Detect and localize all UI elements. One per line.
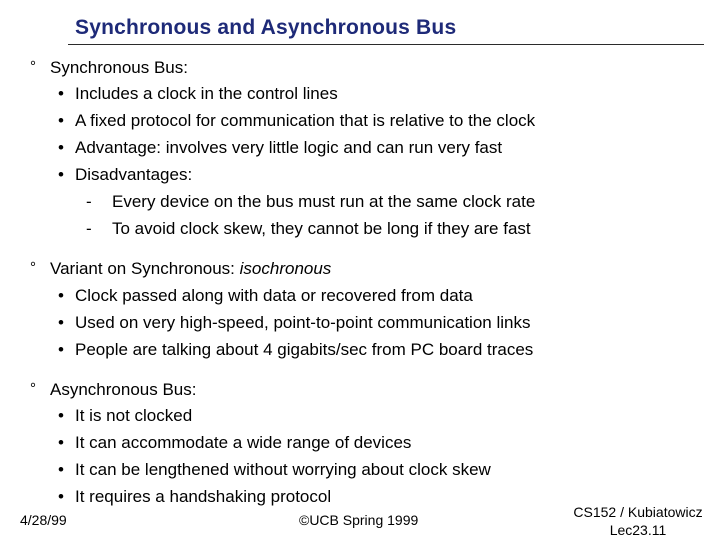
slide-title: Synchronous and Asynchronous Bus: [75, 16, 457, 39]
bullet-icon: •: [58, 340, 64, 359]
list-item: It can accommodate a wide range of devices: [75, 433, 412, 452]
degree-marker: °: [30, 58, 36, 75]
dash-icon: -: [86, 192, 92, 211]
footer-date: 4/28/99: [20, 512, 67, 528]
bullet-icon: •: [58, 286, 64, 305]
bullet-icon: •: [58, 165, 64, 184]
footer-copyright: ©UCB Spring 1999: [299, 512, 419, 528]
footer-lecture: Lec23.11: [609, 522, 667, 538]
section-heading: Asynchronous Bus:: [50, 380, 197, 399]
bullet-icon: •: [58, 111, 64, 130]
footer-course: CS152 / Kubiatowicz: [573, 504, 703, 520]
bullet-icon: •: [58, 433, 64, 452]
bullet-icon: •: [58, 138, 64, 157]
section-heading-text: Variant on Synchronous:: [50, 259, 240, 278]
dash-icon: -: [86, 219, 92, 238]
list-item: It requires a handshaking protocol: [75, 487, 332, 506]
bullet-icon: •: [58, 406, 64, 425]
section-heading: [50, 259, 331, 279]
bullet-icon: •: [58, 313, 64, 332]
bullet-icon: •: [58, 487, 64, 506]
degree-marker: °: [30, 380, 36, 397]
list-item: It is not clocked: [75, 406, 193, 425]
sub-list-item: Every device on the bus must run at the same clock rate: [112, 192, 536, 211]
list-item: A fixed protocol for communication that is relative to the clock: [75, 111, 536, 130]
list-item: Clock passed along with data or recovered from data: [75, 286, 473, 305]
list-item: Advantage: involves very little logic and can run very fast: [75, 138, 503, 157]
section-heading: Synchronous Bus:: [50, 58, 188, 77]
sub-list-item: To avoid clock skew, they cannot be long if they are fast: [112, 219, 531, 238]
bullet-icon: •: [58, 84, 64, 103]
section-heading-emphasis: isochronous: [239, 259, 332, 278]
list-item: It can be lengthened without worrying about clock skew: [75, 460, 491, 479]
list-item: Used on very high-speed, point-to-point communication links: [75, 313, 531, 332]
footer-course-info: [571, 503, 705, 539]
list-item: People are talking about 4 gigabits/sec from PC board traces: [75, 340, 534, 359]
list-item: Includes a clock in the control lines: [75, 84, 338, 103]
list-item: Disadvantages:: [75, 165, 193, 184]
bullet-icon: •: [58, 460, 64, 479]
title-underline: [68, 44, 704, 45]
degree-marker: °: [30, 259, 36, 276]
